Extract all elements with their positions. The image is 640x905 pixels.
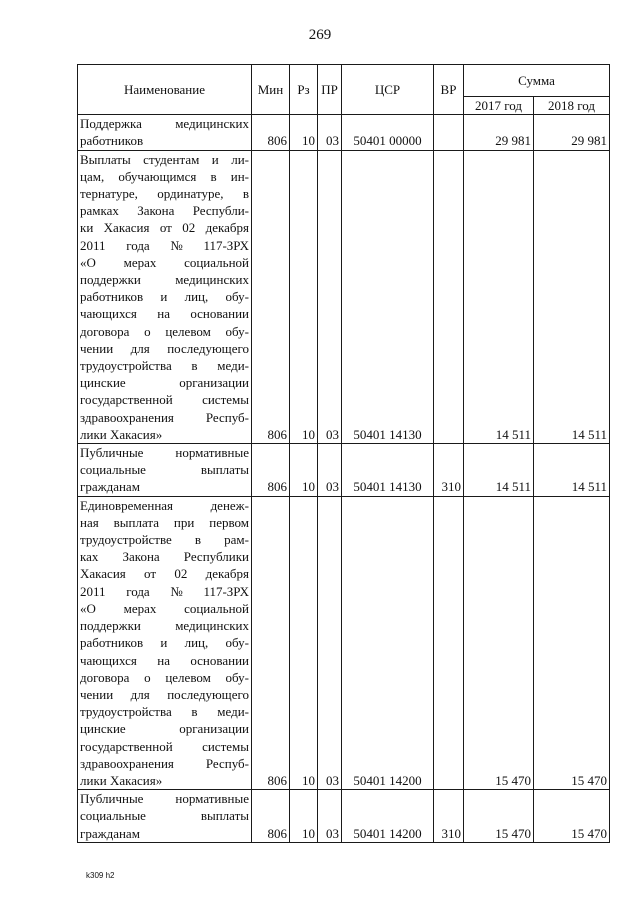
row-name-line: «О мерах социальной: [80, 600, 249, 616]
row-name-line: гражданам: [80, 479, 140, 495]
row-name-line: работников и лиц, обу-: [80, 635, 249, 651]
row-sum-2018: 15 470: [534, 496, 610, 789]
row-name-line: договора о целевом обу-: [80, 323, 249, 339]
row-name-line: лики Хакасия»: [80, 772, 163, 788]
row-name-line: поддержки медицинских: [80, 272, 249, 288]
row-name-line: социальные выплаты: [80, 808, 249, 824]
row-name-line: трудоустройстве в рам-: [80, 532, 249, 548]
header-rz: Рз: [290, 65, 318, 115]
row-name-line: Хакасия от 02 декабря: [80, 566, 249, 582]
row-name-line: ках Закона Республики: [80, 549, 249, 565]
row-min: 806: [252, 444, 290, 497]
table-row: [78, 150, 610, 443]
header-name: Наименование: [78, 65, 252, 115]
row-pr: 03: [318, 790, 342, 843]
row-rz: 10: [290, 496, 318, 789]
row-sum-2018: 14 511: [534, 444, 610, 497]
row-vr: 310: [434, 790, 464, 843]
row-name-line: чении для последующего: [80, 340, 249, 356]
row-name: [78, 496, 252, 789]
row-rz: 10: [290, 790, 318, 843]
row-name-line: государственной системы: [80, 738, 249, 754]
row-vr: [434, 115, 464, 150]
table-row: [78, 496, 610, 789]
table-row: [78, 790, 610, 843]
row-name-line: договора о целевом обу-: [80, 669, 249, 685]
row-min: 806: [252, 790, 290, 843]
row-vr: 310: [434, 444, 464, 497]
row-name-line: здравоохранения Респуб-: [80, 755, 249, 771]
page-number: 269: [308, 27, 332, 43]
row-pr: 03: [318, 115, 342, 150]
table-body: [78, 115, 610, 843]
row-pr: 03: [318, 444, 342, 497]
row-min: 806: [252, 115, 290, 150]
row-name-line: поддержки медицинских: [80, 618, 249, 634]
row-csr: 50401 00000: [342, 115, 434, 150]
header-year-2017: 2017 год: [464, 97, 534, 115]
row-pr: 03: [318, 150, 342, 443]
header-vr: ВР: [434, 65, 464, 115]
row-sum-2017: 15 470: [464, 496, 534, 789]
row-name: [78, 150, 252, 443]
header-year-2018: 2018 год: [534, 97, 610, 115]
row-name-line: тернатуре, ординатуре, в: [80, 186, 249, 202]
row-name-line: Публичные нормативные: [80, 791, 249, 807]
row-csr: 50401 14200: [342, 790, 434, 843]
header-sum: Сумма: [464, 65, 610, 97]
row-vr: [434, 496, 464, 789]
row-name: [78, 115, 252, 150]
row-name-line: Единовременная денеж-: [80, 497, 249, 513]
row-name-line: гражданам: [80, 825, 140, 841]
row-sum-2017: 14 511: [464, 150, 534, 443]
row-name-line: 2011 года № 117-ЗРХ: [80, 237, 249, 253]
row-pr: 03: [318, 496, 342, 789]
row-csr: 50401 14200: [342, 496, 434, 789]
row-name: [78, 444, 252, 497]
row-name-line: Публичные нормативные: [80, 445, 249, 461]
row-name-line: работников и лиц, обу-: [80, 289, 249, 305]
header-csr: ЦСР: [342, 65, 434, 115]
row-sum-2018: 15 470: [534, 790, 610, 843]
row-name-line: цам, обучающимся в ин-: [80, 168, 249, 184]
row-sum-2017: 14 511: [464, 444, 534, 497]
row-rz: 10: [290, 115, 318, 150]
row-csr: 50401 14130: [342, 444, 434, 497]
row-sum-2017: 15 470: [464, 790, 534, 843]
row-vr: [434, 150, 464, 443]
row-name-line: лики Хакасия»: [80, 426, 163, 442]
row-sum-2018: 14 511: [534, 150, 610, 443]
table-row: [78, 115, 610, 150]
header-pr: ПР: [318, 65, 342, 115]
row-sum-2017: 29 981: [464, 115, 534, 150]
row-name-line: Выплаты студентам и ли-: [80, 151, 249, 167]
row-name: [78, 790, 252, 843]
row-name-line: ная выплата при первом: [80, 514, 249, 530]
row-min: 806: [252, 496, 290, 789]
row-name-line: цинские организации: [80, 375, 249, 391]
budget-table: [77, 64, 610, 843]
row-csr: 50401 14130: [342, 150, 434, 443]
table-row: [78, 444, 610, 497]
row-name-line: 2011 года № 117-ЗРХ: [80, 583, 249, 599]
row-name-line: социальные выплаты: [80, 462, 249, 478]
table-header: [78, 65, 610, 115]
row-name-line: трудоустройства в меди-: [80, 358, 249, 374]
row-name-line: рамках Закона Республи-: [80, 203, 249, 219]
footer-code: k309 h2: [86, 871, 115, 880]
row-name-line: ки Хакасия от 02 декабря: [80, 220, 249, 236]
row-name-line: «О мерах социальной: [80, 254, 249, 270]
row-rz: 10: [290, 150, 318, 443]
row-min: 806: [252, 150, 290, 443]
row-name-line: государственной системы: [80, 392, 249, 408]
header-min: Мин: [252, 65, 290, 115]
row-name-line: цинские организации: [80, 721, 249, 737]
row-name-line: чающихся на основании: [80, 306, 249, 322]
row-name-line: здравоохранения Респуб-: [80, 409, 249, 425]
row-sum-2018: 29 981: [534, 115, 610, 150]
row-rz: 10: [290, 444, 318, 497]
row-name-line: Поддержка медицинских: [80, 116, 249, 132]
row-name-line: работников: [80, 133, 144, 149]
row-name-line: чающихся на основании: [80, 652, 249, 668]
row-name-line: чении для последующего: [80, 686, 249, 702]
row-name-line: трудоустройства в меди-: [80, 704, 249, 720]
